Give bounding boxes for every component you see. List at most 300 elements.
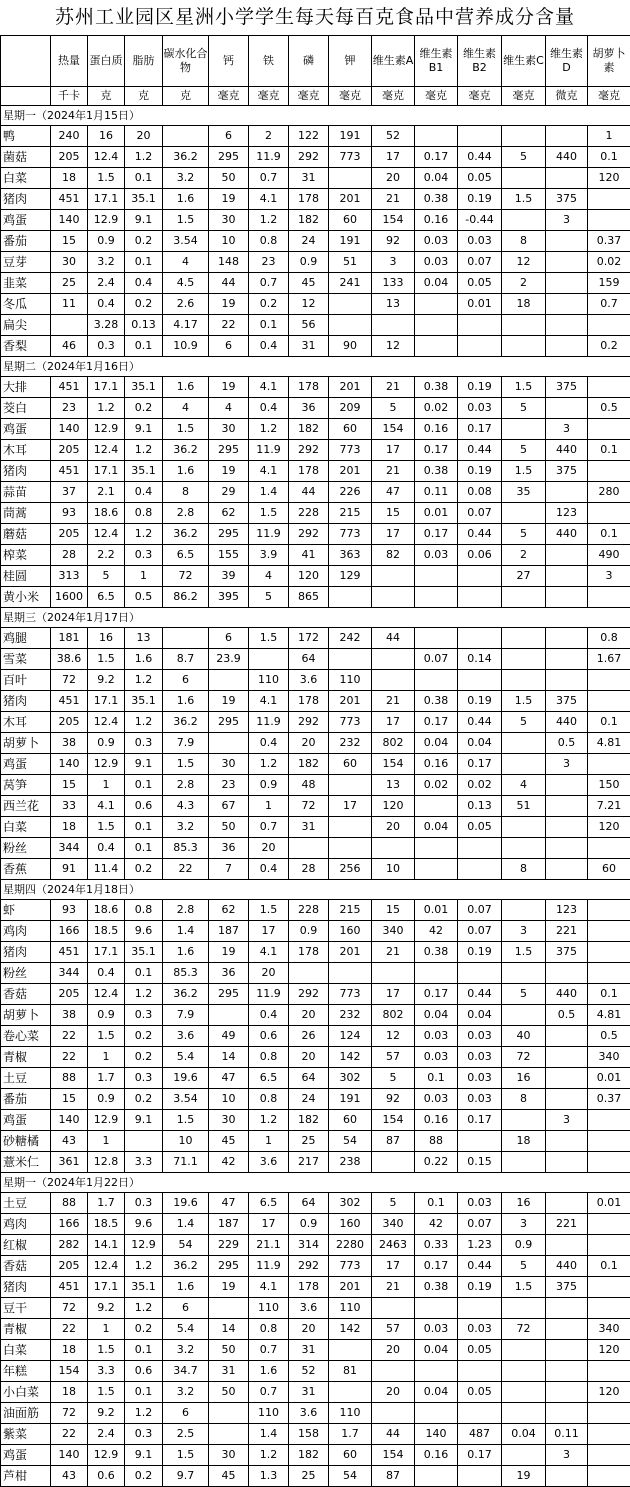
- nutrient-value: 31: [289, 1382, 329, 1403]
- nutrient-value: 0.3: [125, 1068, 163, 1089]
- nutrient-value: 36: [209, 838, 249, 859]
- nutrient-value: 35.1: [125, 942, 163, 963]
- nutrient-value: 0.9: [289, 1214, 329, 1235]
- nutrient-value: 3.6: [289, 1298, 329, 1319]
- nutrient-value: 120: [372, 796, 415, 817]
- nutrient-value: 1: [249, 1131, 289, 1152]
- nutrient-value: 1.2: [125, 1298, 163, 1319]
- nutrient-value: 205: [51, 1256, 88, 1277]
- nutrient-value: 4.1: [249, 1277, 289, 1298]
- nutrient-value: 0.05: [458, 273, 502, 294]
- nutrient-value: 20: [289, 1319, 329, 1340]
- table-row: [1, 545, 630, 566]
- nutrient-value: 12.4: [88, 1256, 125, 1277]
- nutrient-value: 0.4: [88, 963, 125, 984]
- nutrient-value: 0.03: [458, 1026, 502, 1047]
- nutrient-value: [588, 461, 630, 482]
- nutrient-value: 802: [372, 1005, 415, 1026]
- nutrient-value: 17.1: [88, 1277, 125, 1298]
- nutrient-value: 35.1: [125, 461, 163, 482]
- nutrient-value: [588, 670, 630, 691]
- nutrient-value: 110: [249, 670, 289, 691]
- nutrient-value: [209, 1298, 249, 1319]
- nutrient-value: 0.01: [415, 900, 458, 921]
- nutrient-value: 2.4: [88, 1424, 125, 1445]
- nutrient-value: 215: [329, 503, 372, 524]
- nutrient-value: 5: [502, 398, 546, 419]
- nutrient-value: [502, 1361, 546, 1382]
- nutrient-value: [329, 817, 372, 838]
- food-name: 茭白: [1, 398, 51, 419]
- table-row: [1, 1131, 630, 1152]
- nutrient-value: [546, 482, 588, 503]
- nutrient-value: 20: [289, 1047, 329, 1068]
- nutrient-value: 0.11: [415, 482, 458, 503]
- nutrient-value: 302: [329, 1068, 372, 1089]
- nutrient-value: 3.2: [163, 817, 209, 838]
- nutrient-value: 375: [546, 942, 588, 963]
- unit-cell: 毫克: [588, 87, 630, 106]
- nutrient-value: 120: [588, 1340, 630, 1361]
- nutrient-value: 6.5: [249, 1193, 289, 1214]
- nutrient-value: 9.2: [88, 1298, 125, 1319]
- nutrient-value: 1.4: [163, 1214, 209, 1235]
- nutrient-value: [372, 1152, 415, 1173]
- table-row: [1, 796, 630, 817]
- nutrient-value: 36.2: [163, 524, 209, 545]
- food-name: 西兰花: [1, 796, 51, 817]
- nutrient-value: 9.1: [125, 1445, 163, 1466]
- nutrient-value: 17: [372, 984, 415, 1005]
- nutrient-value: 20: [249, 963, 289, 984]
- nutrient-value: 19: [209, 294, 249, 315]
- header-row: [1, 36, 630, 87]
- nutrient-value: [502, 754, 546, 775]
- nutrient-value: 47: [209, 1068, 249, 1089]
- table-row: [1, 1193, 630, 1214]
- nutrient-value: 228: [289, 900, 329, 921]
- nutrient-value: 313: [51, 566, 88, 587]
- nutrient-value: 3: [546, 1110, 588, 1131]
- nutrient-value: 0.3: [125, 1193, 163, 1214]
- nutrient-value: 0.02: [458, 775, 502, 796]
- nutrient-value: 4.1: [249, 461, 289, 482]
- nutrient-value: 1.4: [249, 482, 289, 503]
- nutrient-value: [546, 252, 588, 273]
- table-row: [1, 503, 630, 524]
- nutrient-value: 0.8: [249, 1047, 289, 1068]
- nutrient-value: [502, 1152, 546, 1173]
- nutrient-value: 43: [51, 1131, 88, 1152]
- nutrient-value: 0.6: [125, 796, 163, 817]
- nutrient-value: [502, 1403, 546, 1424]
- nutrient-value: [415, 670, 458, 691]
- nutrient-value: [546, 838, 588, 859]
- nutrient-value: 6: [163, 670, 209, 691]
- nutrient-value: 0.1: [588, 524, 630, 545]
- nutrient-value: 142: [329, 1319, 372, 1340]
- nutrient-value: 140: [415, 1424, 458, 1445]
- nutrient-value: 87: [372, 1131, 415, 1152]
- nutrient-value: [329, 587, 372, 608]
- nutrient-value: 64: [289, 649, 329, 670]
- nutrient-value: 18: [51, 1340, 88, 1361]
- nutrient-value: 8: [502, 231, 546, 252]
- nutrient-value: 3: [546, 1445, 588, 1466]
- nutrient-value: 81: [329, 1361, 372, 1382]
- header-corner: [1, 36, 51, 87]
- nutrient-value: 0.08: [458, 482, 502, 503]
- nutrient-value: [458, 315, 502, 336]
- nutrient-value: 0.17: [415, 984, 458, 1005]
- nutrient-value: 0.16: [415, 419, 458, 440]
- nutrient-value: 154: [372, 1110, 415, 1131]
- food-name: 木耳: [1, 440, 51, 461]
- nutrient-value: 3.6: [289, 1403, 329, 1424]
- nutrient-value: 0.02: [588, 252, 630, 273]
- nutrient-value: 19: [209, 1277, 249, 1298]
- nutrient-value: 440: [546, 712, 588, 733]
- nutrient-value: 1600: [51, 587, 88, 608]
- nutrient-value: 90: [329, 336, 372, 357]
- column-header: 蛋白质: [88, 36, 125, 87]
- nutrient-value: 0.3: [125, 733, 163, 754]
- nutrient-value: [502, 670, 546, 691]
- nutrient-value: 440: [546, 984, 588, 1005]
- nutrient-value: 1.5: [249, 628, 289, 649]
- food-name: 白菜: [1, 1340, 51, 1361]
- nutrient-value: 9.1: [125, 210, 163, 231]
- nutrient-value: [588, 1277, 630, 1298]
- nutrient-value: [588, 503, 630, 524]
- nutrient-value: 17: [372, 147, 415, 168]
- nutrient-value: 12: [372, 336, 415, 357]
- nutrient-value: 44: [289, 482, 329, 503]
- nutrient-value: 2.1: [88, 482, 125, 503]
- food-name: 榨菜: [1, 545, 51, 566]
- day-header-row: [1, 106, 630, 126]
- nutrient-value: 0.15: [458, 1152, 502, 1173]
- nutrient-value: 0.07: [458, 503, 502, 524]
- nutrient-value: 11.9: [249, 524, 289, 545]
- nutrient-value: 238: [329, 1152, 372, 1173]
- nutrient-value: 19: [209, 942, 249, 963]
- nutrient-value: 34.7: [163, 1361, 209, 1382]
- nutrient-value: 1: [588, 126, 630, 147]
- nutrient-value: 3: [588, 566, 630, 587]
- table-row: [1, 168, 630, 189]
- food-name: 菌菇: [1, 147, 51, 168]
- table-row: [1, 1424, 630, 1445]
- nutrient-value: 0.8: [125, 900, 163, 921]
- nutrient-value: 120: [588, 1382, 630, 1403]
- nutrient-value: 148: [209, 252, 249, 273]
- nutrient-value: [458, 859, 502, 880]
- nutrient-value: 4: [163, 252, 209, 273]
- nutrient-value: [546, 1235, 588, 1256]
- nutrient-value: 0.07: [458, 900, 502, 921]
- nutrient-value: 31: [289, 1340, 329, 1361]
- nutrient-value: 178: [289, 377, 329, 398]
- nutrient-value: [415, 587, 458, 608]
- nutrient-value: 47: [372, 482, 415, 503]
- nutrient-value: 72: [163, 566, 209, 587]
- nutrient-value: 17.1: [88, 189, 125, 210]
- nutrient-value: [546, 817, 588, 838]
- nutrient-value: 187: [209, 1214, 249, 1235]
- nutrient-value: 21: [372, 942, 415, 963]
- nutrient-value: 802: [372, 733, 415, 754]
- nutrient-value: 15: [51, 1089, 88, 1110]
- nutrient-value: 292: [289, 147, 329, 168]
- nutrient-value: 0.37: [588, 231, 630, 252]
- nutrient-value: 52: [372, 126, 415, 147]
- table-row: [1, 398, 630, 419]
- nutrient-value: 1.5: [88, 168, 125, 189]
- nutrient-value: 1.2: [249, 210, 289, 231]
- nutrient-value: 0.5: [125, 587, 163, 608]
- nutrient-value: 21: [372, 691, 415, 712]
- nutrient-value: 440: [546, 440, 588, 461]
- nutrient-value: 3: [546, 210, 588, 231]
- nutrient-value: 0.4: [249, 859, 289, 880]
- nutrient-value: [415, 1361, 458, 1382]
- nutrient-value: 31: [209, 1361, 249, 1382]
- nutrient-value: 182: [289, 754, 329, 775]
- nutrient-value: 46: [51, 336, 88, 357]
- nutrient-value: 12: [372, 1026, 415, 1047]
- nutrient-value: 1.5: [502, 189, 546, 210]
- nutrient-value: 67: [209, 796, 249, 817]
- nutrient-value: 340: [588, 1319, 630, 1340]
- nutrient-value: 0.5: [588, 398, 630, 419]
- nutrient-value: 0.11: [546, 1424, 588, 1445]
- nutrient-value: 440: [546, 1256, 588, 1277]
- nutrient-value: 0.03: [458, 1193, 502, 1214]
- nutrient-value: 375: [546, 1277, 588, 1298]
- table-row: [1, 1005, 630, 1026]
- nutrient-value: [546, 168, 588, 189]
- nutrient-value: [588, 1424, 630, 1445]
- food-name: 豆干: [1, 1298, 51, 1319]
- nutrient-value: 140: [51, 754, 88, 775]
- nutrient-value: 20: [125, 126, 163, 147]
- nutrient-value: 773: [329, 440, 372, 461]
- nutrient-value: 18: [51, 817, 88, 838]
- nutrient-value: [588, 1361, 630, 1382]
- nutrient-value: 30: [209, 419, 249, 440]
- nutrient-value: 1.6: [163, 691, 209, 712]
- table-row: [1, 440, 630, 461]
- nutrient-value: 0.04: [415, 1340, 458, 1361]
- nutrient-value: 0.1: [588, 984, 630, 1005]
- table-row: [1, 1214, 630, 1235]
- nutrient-value: 0.6: [249, 1026, 289, 1047]
- nutrient-value: 10: [163, 1131, 209, 1152]
- nutrient-value: 21.1: [249, 1235, 289, 1256]
- page-title: 苏州工业园区星洲小学学生每天每百克食品中营养成分含量: [0, 0, 630, 35]
- nutrient-value: 0.9: [502, 1235, 546, 1256]
- nutrient-value: 440: [546, 147, 588, 168]
- nutrient-value: 1.2: [249, 419, 289, 440]
- nutrient-value: 1: [88, 1131, 125, 1152]
- nutrient-value: [546, 670, 588, 691]
- nutrient-value: 20: [249, 838, 289, 859]
- nutrient-value: 0.2: [125, 859, 163, 880]
- nutrient-value: 0.7: [249, 1382, 289, 1403]
- nutrient-value: 0.07: [415, 649, 458, 670]
- nutrient-value: [329, 168, 372, 189]
- nutrient-value: [502, 817, 546, 838]
- nutrient-value: 19: [209, 377, 249, 398]
- table-row: [1, 1466, 630, 1487]
- nutrient-value: 3.6: [249, 1152, 289, 1173]
- nutrient-value: 1.5: [163, 1445, 209, 1466]
- nutrient-value: [329, 838, 372, 859]
- nutrient-value: 23: [51, 398, 88, 419]
- nutrient-value: 12.9: [88, 1110, 125, 1131]
- nutrient-value: 150: [588, 775, 630, 796]
- nutrient-value: 0.6: [125, 1361, 163, 1382]
- nutrient-value: 72: [51, 1298, 88, 1319]
- nutrient-value: 201: [329, 942, 372, 963]
- nutrient-value: 215: [329, 900, 372, 921]
- nutrient-value: 6: [209, 336, 249, 357]
- food-name: 土豆: [1, 1193, 51, 1214]
- nutrient-value: 26: [289, 1026, 329, 1047]
- nutrient-value: 1: [249, 796, 289, 817]
- nutrient-value: 182: [289, 1445, 329, 1466]
- nutrient-value: 0.2: [125, 294, 163, 315]
- nutrient-value: 295: [209, 712, 249, 733]
- nutrient-value: 19: [209, 189, 249, 210]
- nutrient-value: 0.04: [415, 168, 458, 189]
- nutrient-value: 0.05: [458, 168, 502, 189]
- nutrient-value: 38: [51, 733, 88, 754]
- nutrient-value: 4: [209, 398, 249, 419]
- nutrient-value: 3.6: [289, 670, 329, 691]
- nutrient-value: 122: [289, 126, 329, 147]
- nutrition-table: [0, 35, 630, 1487]
- nutrient-value: 54: [329, 1131, 372, 1152]
- nutrient-value: 1.5: [502, 377, 546, 398]
- nutrient-value: 36.2: [163, 147, 209, 168]
- nutrient-value: [546, 628, 588, 649]
- nutrient-value: 4.1: [249, 942, 289, 963]
- food-name: 鸡蛋: [1, 754, 51, 775]
- nutrient-value: [502, 419, 546, 440]
- table-row: [1, 147, 630, 168]
- nutrient-value: 36.2: [163, 1256, 209, 1277]
- nutrient-value: 0.44: [458, 440, 502, 461]
- food-name: 香菇: [1, 984, 51, 1005]
- nutrient-value: 205: [51, 147, 88, 168]
- food-name: 猪肉: [1, 189, 51, 210]
- column-header: 钙: [209, 36, 249, 87]
- nutrient-value: 21: [372, 461, 415, 482]
- table-row: [1, 691, 630, 712]
- table-row: [1, 859, 630, 880]
- nutrient-value: 0.1: [249, 315, 289, 336]
- nutrient-value: 9.1: [125, 754, 163, 775]
- nutrient-value: 54: [163, 1235, 209, 1256]
- nutrient-value: [546, 1340, 588, 1361]
- nutrient-value: [415, 566, 458, 587]
- nutrient-value: [458, 963, 502, 984]
- nutrient-value: 0.17: [415, 524, 458, 545]
- nutrient-value: 20: [372, 1382, 415, 1403]
- nutrient-value: 0.05: [458, 817, 502, 838]
- nutrient-value: 5.4: [163, 1319, 209, 1340]
- food-name: 卷心菜: [1, 1026, 51, 1047]
- nutrient-value: 205: [51, 984, 88, 1005]
- nutrient-value: 1.3: [249, 1466, 289, 1487]
- table-row: [1, 1152, 630, 1173]
- nutrient-value: 16: [502, 1068, 546, 1089]
- nutrient-value: 1.2: [249, 1110, 289, 1131]
- nutrient-value: 0.19: [458, 377, 502, 398]
- nutrient-value: 22: [163, 859, 209, 880]
- food-name: 猪肉: [1, 942, 51, 963]
- nutrient-value: 8: [163, 482, 209, 503]
- nutrient-value: 2.8: [163, 900, 209, 921]
- nutrient-value: [546, 1403, 588, 1424]
- nutrient-value: [546, 1466, 588, 1487]
- nutrient-value: 6.5: [249, 1068, 289, 1089]
- nutrient-value: 295: [209, 440, 249, 461]
- nutrient-value: [415, 315, 458, 336]
- nutrient-value: 4: [163, 398, 209, 419]
- nutrient-value: [546, 1047, 588, 1068]
- table-row: [1, 921, 630, 942]
- nutrient-value: 28: [289, 859, 329, 880]
- food-name: 蘑菇: [1, 524, 51, 545]
- table-row: [1, 628, 630, 649]
- nutrient-value: 0.38: [415, 1277, 458, 1298]
- nutrient-value: 17.1: [88, 461, 125, 482]
- nutrient-value: [372, 1361, 415, 1382]
- nutrient-value: [546, 336, 588, 357]
- nutrient-value: 12.9: [88, 419, 125, 440]
- column-header: 胡萝卜素: [588, 36, 630, 87]
- nutrient-value: 31: [289, 817, 329, 838]
- nutrient-value: [415, 859, 458, 880]
- nutrient-value: [329, 649, 372, 670]
- nutrient-value: [415, 1298, 458, 1319]
- nutrient-value: [546, 1152, 588, 1173]
- nutrient-value: 17: [249, 921, 289, 942]
- nutrient-value: 5.4: [163, 1047, 209, 1068]
- nutrient-value: 3: [502, 1214, 546, 1235]
- nutrient-value: 3: [502, 921, 546, 942]
- nutrient-value: 0.05: [458, 1340, 502, 1361]
- nutrient-value: 110: [329, 1298, 372, 1319]
- nutrient-value: 27: [502, 566, 546, 587]
- nutrient-value: [502, 315, 546, 336]
- food-name: 鸡蛋: [1, 419, 51, 440]
- nutrient-value: 221: [546, 921, 588, 942]
- nutrient-value: 451: [51, 189, 88, 210]
- column-header: 维生素C: [502, 36, 546, 87]
- nutrient-value: 56: [289, 315, 329, 336]
- nutrient-value: 5: [372, 1068, 415, 1089]
- nutrient-value: [458, 1466, 502, 1487]
- nutrient-value: [289, 963, 329, 984]
- nutrient-value: 18: [51, 168, 88, 189]
- food-name: 油面筋: [1, 1403, 51, 1424]
- unit-cell: 微克: [546, 87, 588, 106]
- nutrient-value: 140: [51, 210, 88, 231]
